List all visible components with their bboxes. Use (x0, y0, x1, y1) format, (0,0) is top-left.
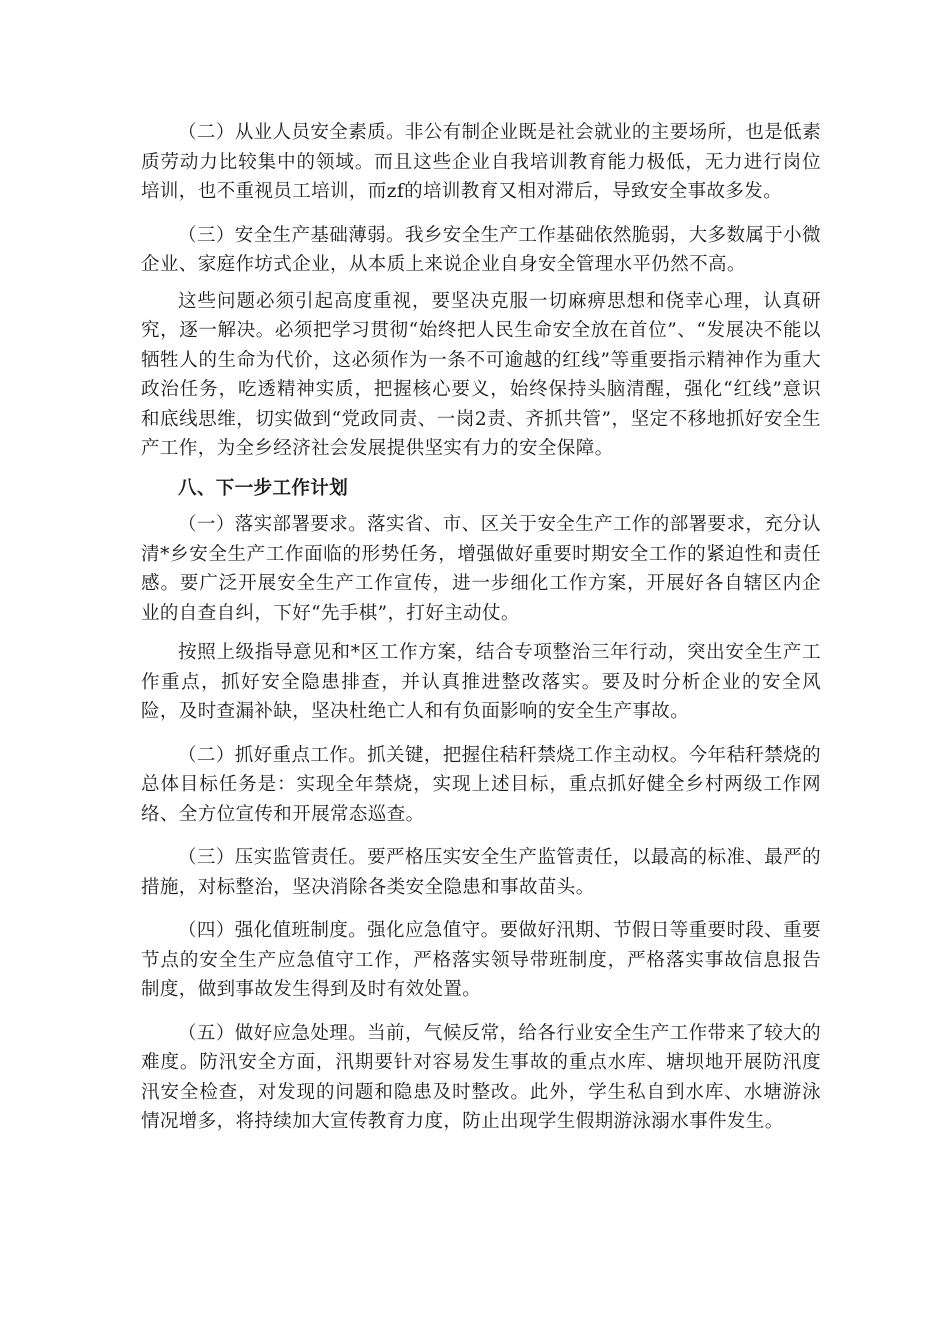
paragraph-plan-guidance: 按照上级指导意见和*区工作方案，结合专项整治三年行动，突出安全生产工作重点，抓好安全隐患排查，并认真推进整改落实。要及时分析企业的安全风险，及时查漏补缺，坚决杜绝亡人和有负面影响的安全生产事故。 (141, 642, 821, 722)
paragraph-plan-1-deployment: （一）落实部署要求。落实省、市、区关于安全生产工作的部署要求，充分认清*乡安全生产工作面临的形势任务，增强做好重要时期安全工作的紧迫性和责任感。要广泛开展安全生产工作宣传，进一步细化工作方案，开展好各自辖区内企业的自查自纠，下好“先手棋”，打好主动仗。 (141, 514, 821, 624)
paragraph-problems-attention: 这些问题必须引起高度重视，要坚决克服一切麻痹思想和侥幸心理，认真研究，逐一解决。必须把学习贯彻“始终把人民生命安全放在首位”、“发展决不能以牺牲人的生命为代价，这必须作为一条不可逾越的红线”等重要指示精神作为重大政治任务，吃透精神实质，把握核心要义，始终保持头脑清醒，强化“红线”意识和底线思维，切实做到“党政同责、一岗2责、齐抓共管”，坚定不移地抓好安全生产工作，为全乡经济社会发展提供坚实有力的安全保障。 (141, 290, 821, 459)
paragraph-employee-safety-quality: （二）从业人员安全素质。非公有制企业既是社会就业的主要场所，也是低素质劳动力比较集中的领域。而且这些企业自我培训教育能力极低，无力进行岗位培训，也不重视员工培训，而zf的培训教育又相对滞后，导致安全事故多发。 (141, 122, 821, 202)
paragraph-plan-3-supervision: （三）压实监管责任。要严格压实安全生产监管责任，以最高的标准、最严的措施，对标整治，坚决消除各类安全隐患和事故苗头。 (141, 847, 821, 898)
paragraph-plan-4-duty-system: （四）强化值班制度。强化应急值守。要做好汛期、节假日等重要时段、重要节点的安全生产应急值守工作，严格落实领导带班制度，严格落实事故信息报告制度，做到事故发生得到及时有效处置。 (141, 920, 821, 1000)
section-heading-next-plan: 八、下一步工作计划 (178, 477, 349, 499)
paragraph-plan-2-key-work: （二）抓好重点工作。抓关键，把握住秸秆禁烧工作主动权。今年秸秆禁烧的总体目标任务是：实现全年禁烧，实现上述目标，重点抓好健全乡村两级工作网络、全方位宣传和开展常态巡查。 (141, 744, 821, 825)
document-page (141, 118, 821, 1137)
paragraph-weak-foundation: （三）安全生产基础薄弱。我乡安全生产工作基础依然脆弱，大多数属于小微企业、家庭作坊式企业，从本质上来说企业自身安全管理水平仍然不高。 (141, 224, 821, 275)
paragraph-plan-5-emergency: （五）做好应急处理。当前，气候反常，给各行业安全生产工作带来了较大的难度。防汛安全方面，汛期要针对容易发生事故的重点水库、塘坝地开展防汛度汛安全检查，对发现的问题和隐患及时整改。此外，学生私自到水库、水塘游泳情况增多，将持续加大宣传教育力度，防止出现学生假期游泳溺水事件发生。 (141, 1022, 821, 1132)
